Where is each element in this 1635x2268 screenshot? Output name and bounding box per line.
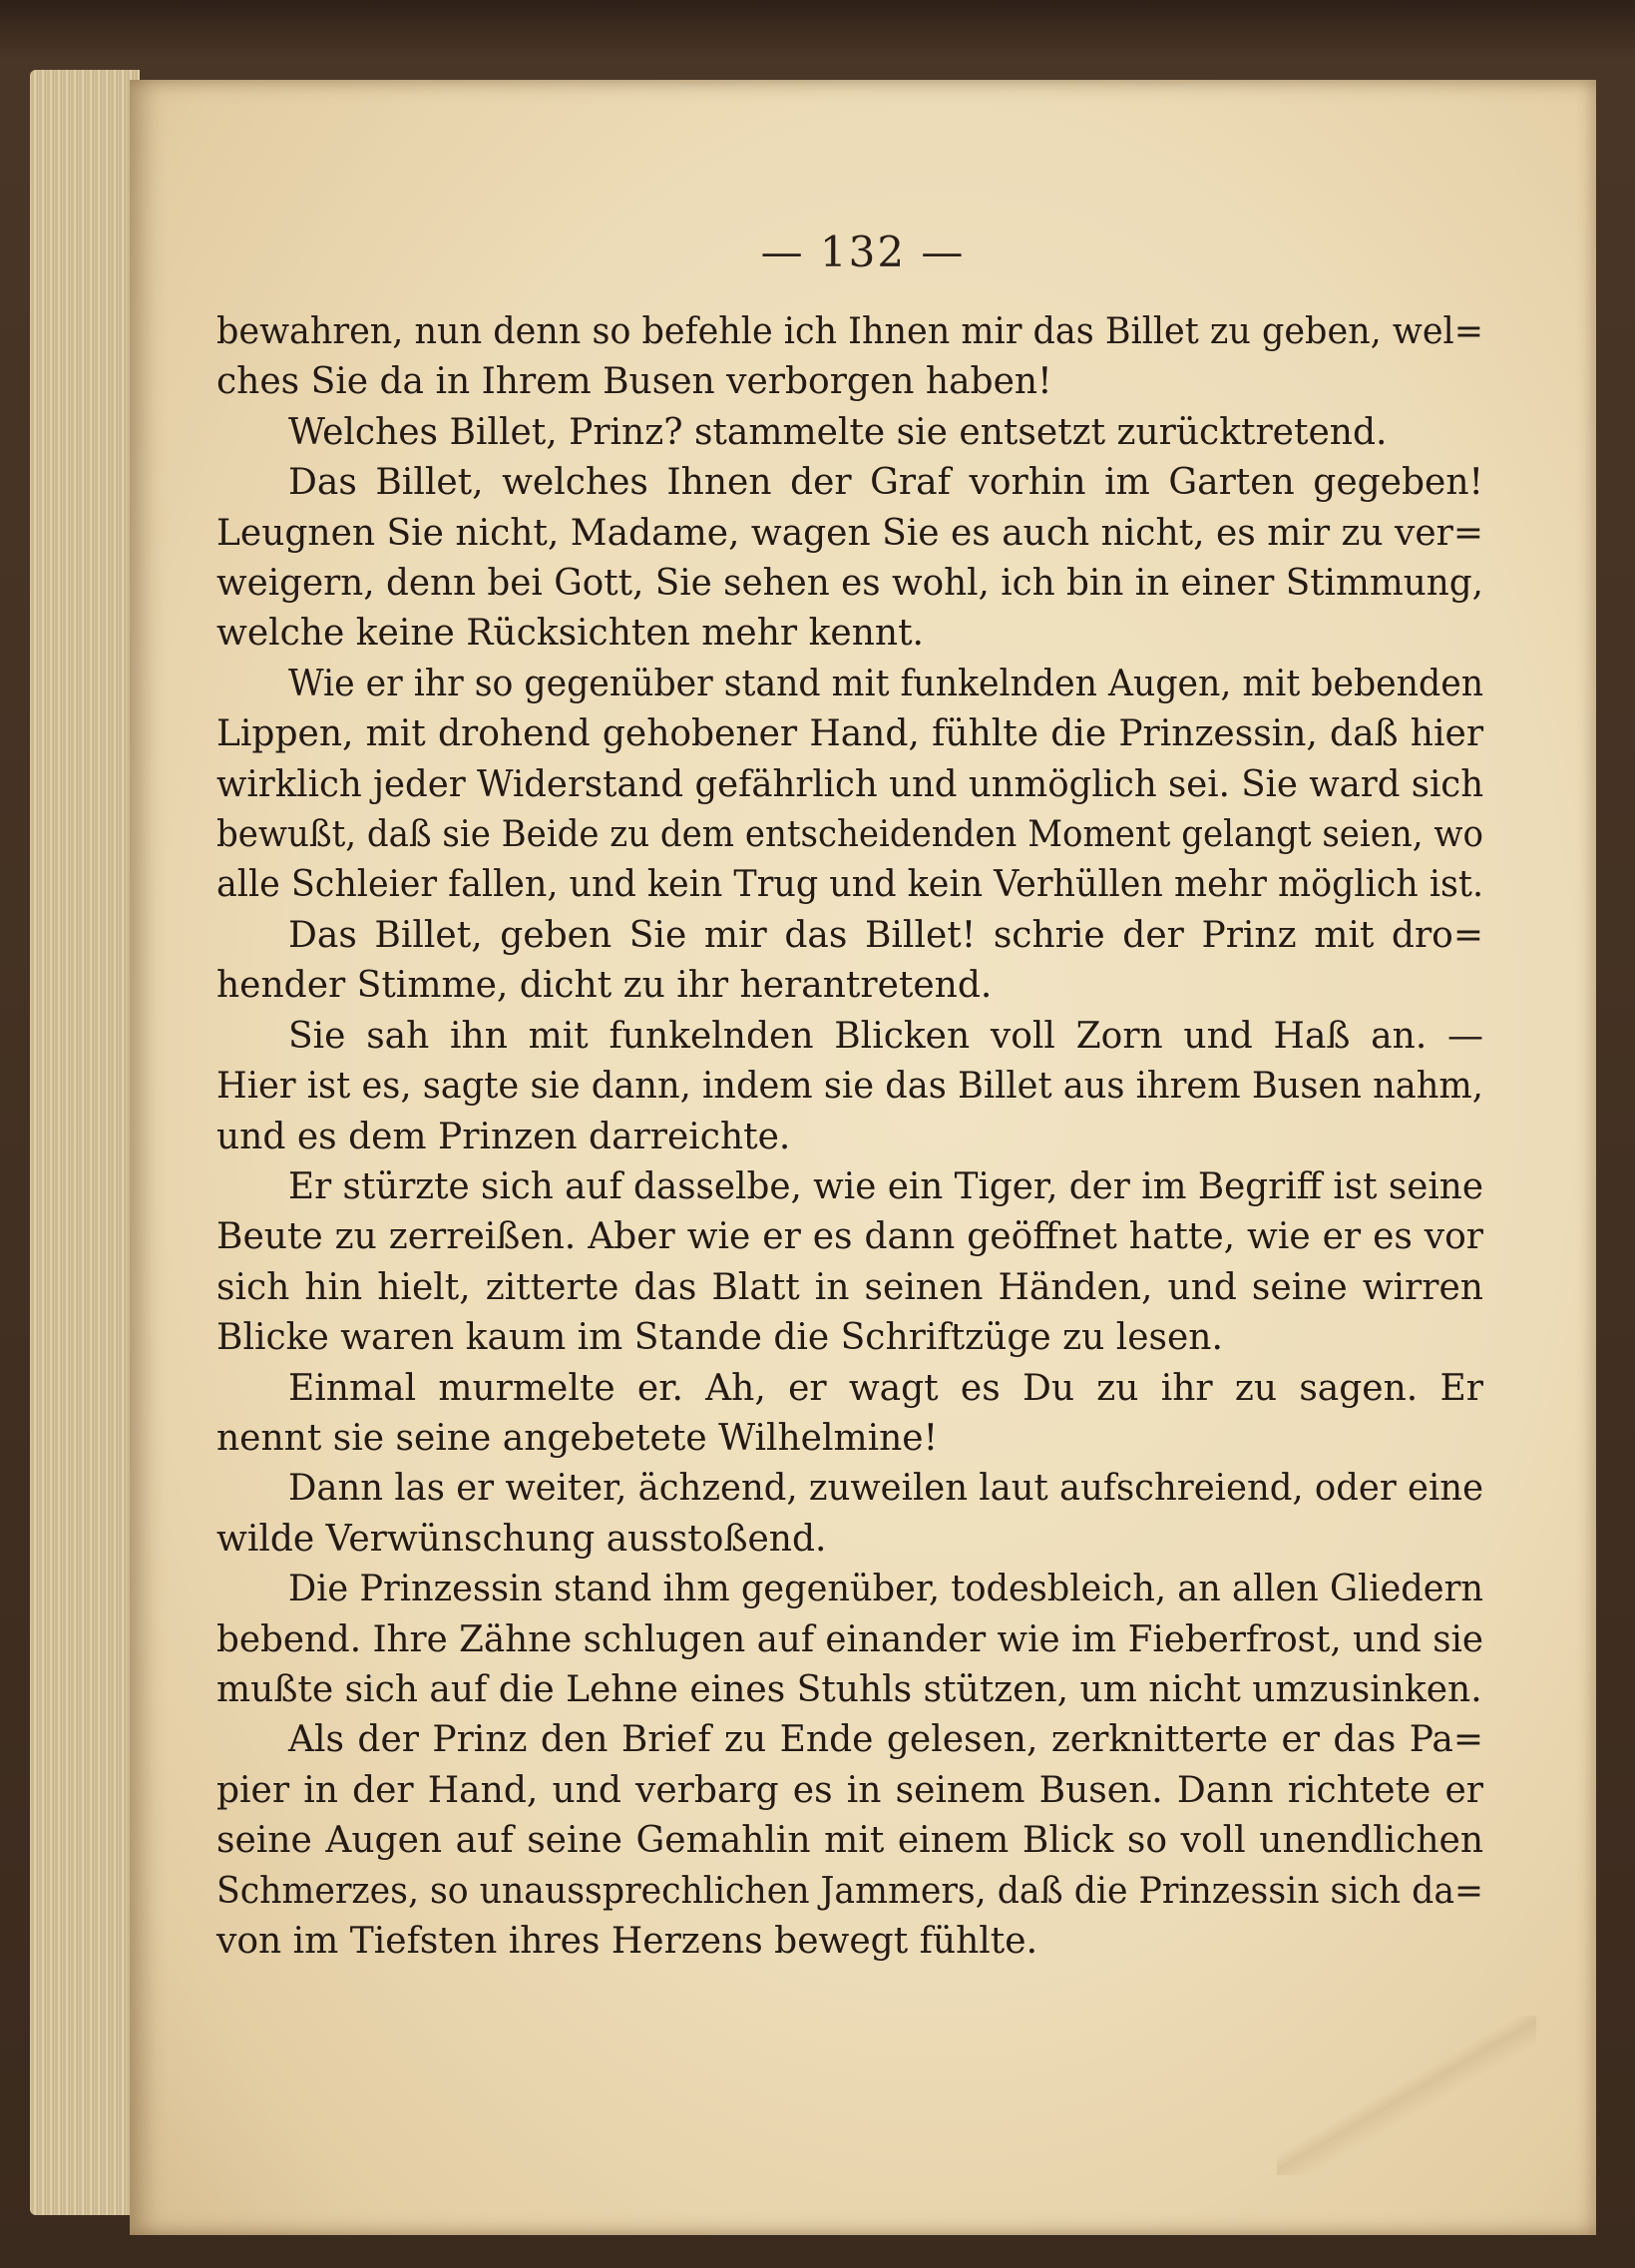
text-line: Wie er ihr so gegenüber stand mit funkelnden Augen, mit bebenden [288, 663, 1484, 704]
text-line: Das Billet, geben Sie mir das Billet! schrie der Prinz mit dro= [288, 914, 1484, 956]
text-line: Hier ist es, sagte sie dann, indem sie das Billet aus ihrem Busen nahm, [216, 1066, 1483, 1108]
text-line: Blicke waren kaum im Stande die Schriftzüge zu lesen. [216, 1317, 1223, 1359]
text-line: wirklich jeder Widerstand gefährlich und unmöglich sei. Sie ward sich [216, 763, 1484, 805]
text-line: von im Tiefsten ihres Herzens bewegt fühlte. [216, 1921, 1038, 1962]
text-line: nennt sie seine angebetete Wilhelmine! [216, 1417, 939, 1459]
text-line: bewußt, daß sie Beide zu dem entscheidenden Moment gelangt seien, wo [216, 814, 1483, 856]
text-line: bebend. Ihre Zähne schlugen auf einander wie im Fieberfrost, und sie [216, 1618, 1484, 1660]
text-line: Einmal murmelte er. Ah, er wagt es Du zu ihr zu sagen. Er [288, 1367, 1484, 1409]
text-line: Lippen, mit drohend gehobener Hand, fühlte die Prinzessin, daß hier [216, 713, 1484, 755]
text-line: Leugnen Sie nicht, Madame, wagen Sie es auch nicht, es mir zu ver= [216, 512, 1484, 554]
text-line: seine Augen auf seine Gemahlin mit einem Blick so voll unendlichen [216, 1820, 1484, 1862]
text-line: wilde Verwünschung ausstoßend. [216, 1518, 827, 1560]
text-line: pier in der Hand, und verbarg es in seinem Busen. Dann richtete er [216, 1769, 1484, 1811]
text-line: mußte sich auf die Lehne eines Stuhls stützen, um nicht umzusinken. [216, 1668, 1482, 1710]
text-line: Das Billet, welches Ihnen der Graf vorhin im Garten gegeben! [288, 462, 1483, 504]
text-line: Er stürzte sich auf dasselbe, wie ein Tiger, der im Begriff ist seine [288, 1165, 1483, 1207]
text-line: ches Sie da in Ihrem Busen verborgen haben! [216, 361, 1052, 403]
text-line: hender Stimme, dicht zu ihr herantretend. [216, 965, 993, 1007]
page-number: — 132 — [760, 227, 966, 276]
text-line: Welches Billet, Prinz? stammelte sie entsetzt zurücktretend. [288, 411, 1388, 453]
text-line: Beute zu zerreißen. Aber wie er es dann geöffnet hatte, wie er es vor [216, 1216, 1484, 1258]
text-line: Dann las er weiter, ächzend, zuweilen laut aufschreiend, oder eine [288, 1468, 1484, 1510]
page-edges [30, 70, 140, 2215]
text-line: weigern, denn bei Gott, Sie sehen es wohl, ich bin in einer Stimmung, [216, 563, 1484, 605]
text-line: bewahren, nun denn so befehle ich Ihnen mir das Billet zu geben, wel= [216, 311, 1483, 352]
text-line: und es dem Prinzen darreichte. [216, 1116, 791, 1157]
body-text [216, 307, 1483, 1967]
text-line: Sie sah ihn mit funkelnden Blicken voll Zorn und Haß an. — [288, 1015, 1483, 1057]
text-line: Schmerzes, so unaussprechlichen Jammers, daß die Prinzessin sich da= [216, 1870, 1484, 1912]
text-line: alle Schleier fallen, und kein Trug und kein Verhüllen mehr möglich ist. [216, 864, 1484, 906]
text-line: welche keine Rücksichten mehr kennt. [216, 613, 924, 655]
text-line: Die Prinzessin stand ihm gegenüber, todesbleich, an allen Gliedern [288, 1569, 1484, 1610]
text-line: sich hin hielt, zitterte das Blatt in seinen Händen, und seine wirren [216, 1266, 1483, 1308]
text-line: Als der Prinz den Brief zu Ende gelesen, zerknitterte er das Pa= [288, 1719, 1484, 1761]
paper-fold-mark [1277, 2016, 1536, 2175]
